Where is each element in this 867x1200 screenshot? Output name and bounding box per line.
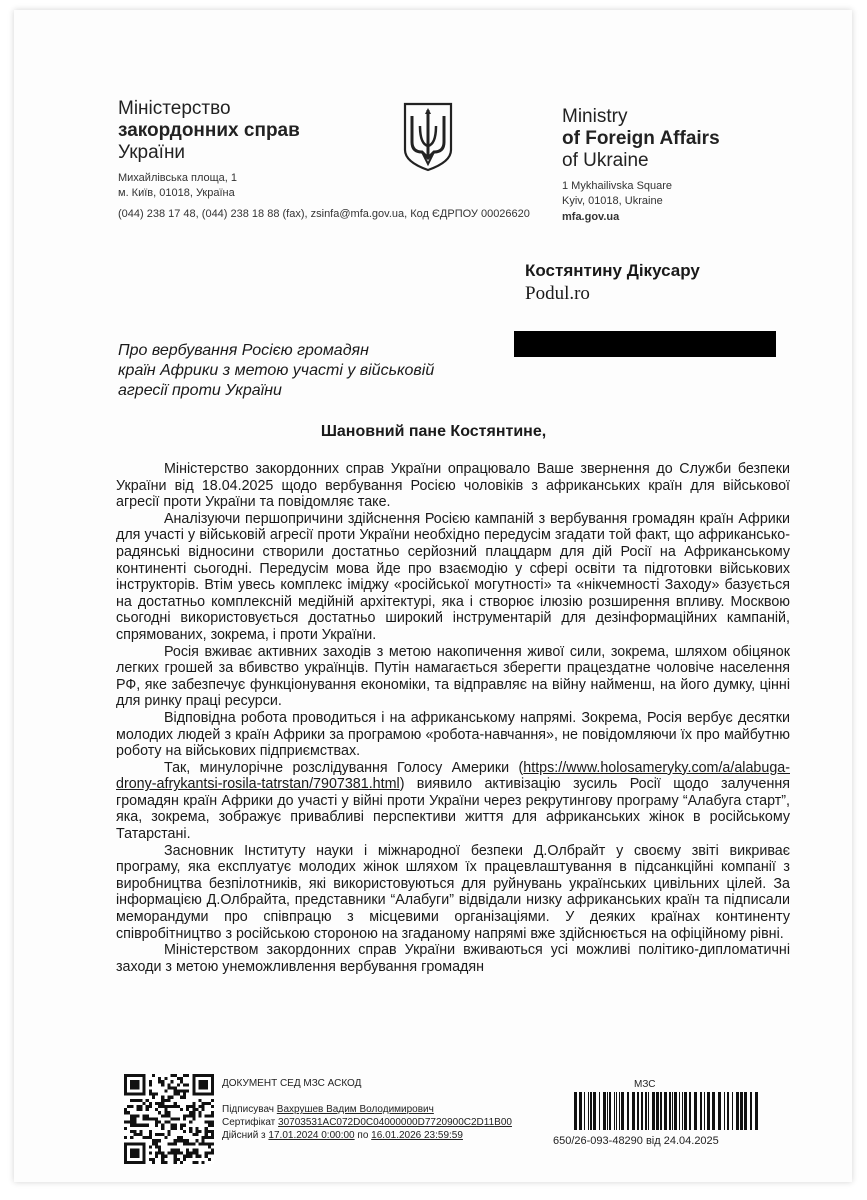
ministry-contacts: (044) 238 17 48, (044) 238 18 88 (fax), zsinfa@mfa.gov.ua, Код ЄДРПОУ 00026620 — [118, 208, 530, 220]
ministry-name-ua-line1: Міністерство — [118, 98, 231, 119]
voa-investigation-link[interactable]: https://www.holosameryky.com/a/alabuga-drony-afrykantsi-rosila-tatrstan/7907381.html — [116, 759, 790, 793]
body-paragraph-7: Міністерством закордонних справ України вживаються усі можливі політико-дипломатичні заходи з метою унеможливлення вербування громадян — [116, 942, 790, 975]
ministry-name-en-line3: of Ukraine — [562, 150, 649, 171]
trident-emblem-icon — [402, 102, 454, 172]
salutation: Шановний пане Костянтине, — [320, 423, 547, 440]
recipient-name: Костянтину Дікусару — [525, 261, 700, 280]
recipient-block — [525, 260, 700, 306]
signer-name: Вахрушев Вадим Володимирович — [276, 1104, 434, 1115]
ministry-website: mfa.gov.ua — [562, 211, 620, 223]
valid-to-label: по — [357, 1130, 369, 1141]
ministry-name-ua-line3: України — [118, 142, 186, 163]
office-mark: МЗС — [634, 1079, 656, 1090]
certificate-line — [222, 1116, 512, 1129]
body-paragraph-1: Міністерство закордонних справ України опрацювало Ваше звернення до Служби безпеки України від 18.04.2025 щодо вербування Росією чоловіків з африканських країн для військової агресії проти України та повідомляє таке. — [116, 461, 790, 511]
subject-line1: Про вербування Росією громадян — [118, 342, 369, 359]
ministry-name-ua — [118, 98, 300, 164]
qr-code-icon — [124, 1074, 214, 1164]
body-paragraph-5-start: Так, минулорічне розслідування Голосу Америки ( — [164, 759, 524, 776]
certificate-value: 30703531AC072D0C04000000D7720900C2D11B00 — [278, 1117, 512, 1128]
subject-line3: агресії проти України — [118, 382, 282, 399]
ministry-address-ua — [118, 171, 237, 201]
valid-from-label: Дійсний з — [222, 1130, 266, 1141]
letter-body — [116, 461, 790, 975]
signature-block — [222, 1103, 512, 1142]
ministry-name-en-line2: of Foreign Affairs — [562, 128, 720, 149]
letter-subject — [118, 341, 478, 401]
ministry-address-en-line1: 1 Mykhailivska Square — [562, 180, 673, 192]
valid-from: 17.01.2024 0:00:00 — [268, 1130, 355, 1141]
signer-line — [222, 1103, 512, 1116]
ministry-address-en-line2: Kyiv, 01018, Ukraine — [562, 195, 663, 207]
body-paragraph-2: Аналізуючи першопричини здійснення Росією кампаній з вербування громадян країн Африки для участі у військовій агресії проти України необхідно передусім згадати той факт, що африкансько-радянські відносини створили достатньо серйозний плацдарм для дій Росії на Африканському континенті сьогодні. Передусім мова йде про взаємодію у сфері освіти та підготовки військових інструкторів. Втім увесь комплекс іміджу «російської могутності» та «нікчемності Заходу» базується на достатньо комплексній медійній архітектурі, яка і створює ілюзію розширення впливу. Москвою сьогодні використовується достатньо широкий інструментарій для дезінформаційних кампаній, спрямованих, зокрема, і проти України. — [116, 510, 790, 643]
body-paragraph-5 — [116, 760, 790, 843]
ministry-address-en — [562, 179, 672, 209]
validity-line — [222, 1129, 512, 1142]
registration-number: 650/26-093-48290 від 24.04.2025 — [553, 1135, 719, 1147]
document-system-title: ДОКУМЕНТ СЕД МЗС АСКОД — [222, 1078, 362, 1089]
ministry-address-ua-line1: Михайлівська площа, 1 — [118, 172, 238, 184]
body-paragraph-4: Відповідна робота проводиться і на африканському напрямі. Зокрема, Росія вербує десятки молодих людей з країн Африки за програмою «робота-навчання», не повідомляючи їх про майбутню роботу на військових підприємствах. — [116, 709, 790, 760]
ministry-name-en — [562, 106, 720, 172]
ministry-address-ua-line2: м. Київ, 01018, Україна — [118, 187, 235, 199]
recipient-org: Podul.ro — [525, 283, 590, 304]
valid-to: 16.01.2026 23:59:59 — [371, 1130, 463, 1141]
certificate-label: Сертифікат — [222, 1117, 276, 1128]
signer-label: Підписувач — [222, 1104, 274, 1115]
redaction-bar — [514, 331, 776, 357]
ministry-name-ua-line2: закордонних справ — [118, 120, 300, 141]
body-paragraph-5-end: ) виявило активізацію зусиль Росії щодо залучення громадян країн Африки до участі у війні проти України через рекрутингову програму “Алабуга старт”, яка, зокрема, зображує привабливі перспективи життя для африканських жінок в російському Татарстані. — [116, 776, 790, 843]
body-paragraph-3: Росія вживає активних заходів з метою накопичення живої сили, зокрема, шляхом обіцянок легких грошей за вбивство українців. Путін намагається зберегти працездатне чоловіче населення РФ, яке забезпечує функціонування економіки, та відправляє на війну найменш, на його думку, цінні для ринку праці ресурси. — [116, 643, 790, 710]
body-paragraph-6: Засновник Інституту науки і міжнародної безпеки Д.Олбрайт у своєму звіті викриває програму, яка експлуатує молодих жінок шляхом їх працевлаштування в підсанкційні компанії з виробництва безпілотників, які використовуються для руйнувань українських цивільних цілей. За інформацією Д.Олбрайта, представники “Алабуги” відвідали низку африканських країн та підписали меморандуми про співпрацю з місцевими організаціями. У деяких країнах континенту співробітництво з російською стороною на згаданому напрямі вже здійснюється на офіційному рівні. — [116, 842, 790, 942]
ministry-name-en-line1: Ministry — [562, 106, 628, 127]
subject-line2: країн Африки з метою участі у військовій — [118, 362, 435, 379]
barcode-icon — [572, 1092, 758, 1130]
